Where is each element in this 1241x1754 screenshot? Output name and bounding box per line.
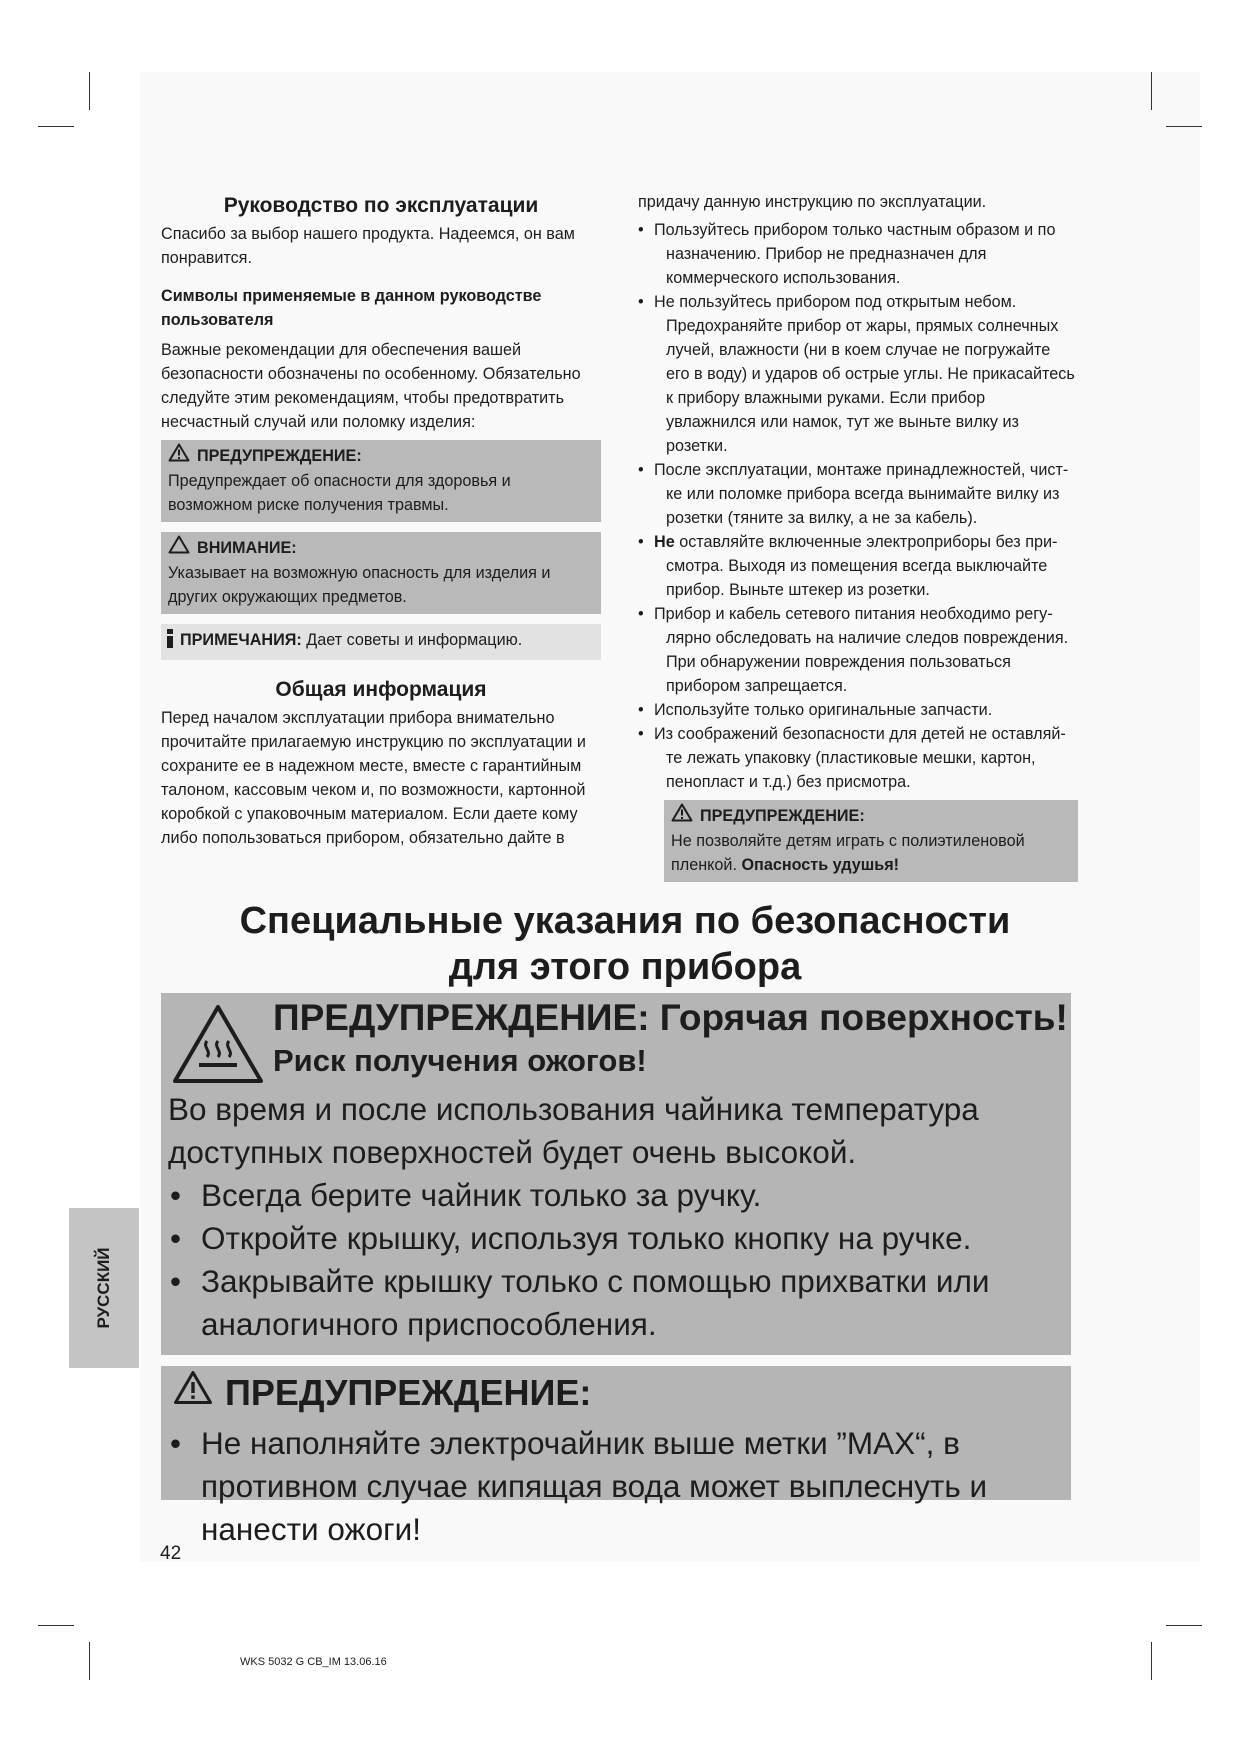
general-info-text: Перед началом эксплуатации прибора внимательно прочитайте прилагаемую инструкцию по эксплуатации и сохраните ее в надежном месте, вместе с гарантийным талоном, кассовым чеком и, по возможности, картонной коробкой с упаковочным материалом. Если даете кому либо попользоваться прибором, обязательно дайте в: [161, 709, 586, 847]
max-fill-warning-box: [161, 1366, 1071, 1547]
crop-mark: [1166, 126, 1202, 127]
language-label: РУССКИЙ: [94, 1247, 113, 1329]
caution-label: ВНИМАНИЕ:: [197, 539, 297, 557]
max-fill-item: • Не наполняйте электрочайник выше метки ”MAX“, в противном случае кипящая вода может выплеснуть и нанести ожоги!: [168, 1422, 1068, 1551]
max-fill-list: [168, 1422, 1068, 1551]
hot-surface-item: • Всегда берите чайник только за ручку.: [168, 1174, 1068, 1217]
crop-mark: [38, 1625, 74, 1626]
hot-surface-item: • Закрывайте крышку только с помощью прихватки или аналогичного приспособления.: [168, 1260, 1068, 1346]
crop-mark: [38, 126, 74, 127]
hot-surface-warning-box: [161, 993, 1071, 1355]
crop-mark: [1151, 1642, 1152, 1680]
manual-title: Руководство по эксплуатации: [223, 194, 539, 217]
safety-item: • Не оставляйте включенные электроприборы без при- смотра. Выходя из помещения всегда выключайте прибор. Выньте штекер из розетки.: [638, 530, 1078, 602]
caution-legend-box: [161, 532, 601, 614]
safety-item: • Прибор и кабель сетевого питания необходимо регу- лярно обследовать на наличие следов повреждения. При обнаружении повреждения пользоваться прибором запрещается.: [638, 602, 1078, 698]
hot-surface-icon: [171, 1003, 265, 1090]
packaging-warning-box: [664, 800, 1078, 882]
safety-item: • Не пользуйтесь прибором под открытым небом. Предохраняйте прибор от жары, прямых солнечных лучей, влажности (ни в коем случае не погружайте его в воду) и ударов об острые углы. Не прикасайтесь к прибору влажными руками. Если прибор увлажнился или намок, тут же выньте вилку из розетки.: [638, 290, 1078, 458]
hot-surface-heading: ПРЕДУПРЕЖДЕНИЕ: Горячая поверхность!: [273, 997, 1068, 1038]
warning-legend-box: [161, 440, 601, 522]
info-icon: [165, 629, 175, 655]
caution-text: Указывает на возможную опасность для изделия и других окружающих предметов.: [168, 564, 551, 606]
intro-text: Спасибо за выбор нашего продукта. Надеемся, он вам понравится.: [161, 225, 575, 267]
burn-risk-subheading: Риск получения ожогов!: [273, 1043, 647, 1078]
notes-legend-box: [161, 624, 601, 660]
hot-surface-item: • Откройте крышку, используя только кнопку на ручке.: [168, 1217, 1068, 1260]
crop-mark: [89, 1642, 90, 1680]
print-footer: WKS 5032 G CB_IM 13.06.16: [240, 1656, 387, 1668]
warning-triangle-icon: [173, 1370, 213, 1416]
symbols-heading: Символы применяемые в данном руководстве пользователя: [161, 287, 542, 329]
caution-triangle-icon: [168, 535, 190, 561]
max-fill-warning-heading: ПРЕДУПРЕЖДЕНИЕ:: [225, 1372, 592, 1413]
safety-item: • Из соображений безопасности для детей не оставляй- те лежать упаковку (пластиковые мешки, картон, пенопласт и т.д.) без присмотра.: [638, 722, 1078, 794]
notes-label: ПРИМЕЧАНИЯ:: [180, 631, 302, 649]
special-safety-title: Специальные указания по безопасности для этого прибора: [239, 900, 1011, 988]
hot-surface-text: Во время и после использования чайника температура доступных поверхностей будет очень высокой.: [168, 1091, 979, 1170]
warning-text: Предупреждает об опасности для здоровья и возможном риске получения травмы.: [168, 472, 511, 514]
notes-text: Дает советы и информацию.: [306, 631, 523, 649]
safety-item: • После эксплуатации, монтаже принадлежностей, чист- ке или поломке прибора всегда вынимайте вилку из розетки (тяните за вилку, а не за кабель).: [638, 458, 1078, 530]
general-info-title: Общая информация: [275, 678, 487, 701]
crop-mark: [89, 72, 90, 110]
page-number: 42: [160, 1543, 182, 1564]
continuation-text: придачу данную инструкцию по эксплуатации.: [638, 193, 987, 211]
left-column: [161, 192, 601, 850]
warning-label: ПРЕДУПРЕЖДЕНИЕ:: [197, 447, 362, 465]
crop-mark: [1166, 1625, 1202, 1626]
warning-label: ПРЕДУПРЕЖДЕНИЕ:: [700, 807, 865, 825]
warning-text: Не позволяйте детям играть с полиэтиленовой пленкой.: [671, 832, 1025, 874]
warning-triangle-icon: [671, 803, 693, 829]
right-column: [638, 192, 1078, 882]
safety-item: • Пользуйтесь прибором только частным образом и по назначению. Прибор не предназначен для коммерческого использования.: [638, 218, 1078, 290]
language-side-tab: [69, 1208, 139, 1368]
warning-bold: Опасность удушья!: [741, 856, 900, 874]
safety-list: [638, 218, 1078, 794]
crop-mark: [1151, 72, 1152, 110]
hot-surface-list: [168, 1174, 1068, 1346]
warning-triangle-icon: [168, 443, 190, 469]
safety-item: • Используйте только оригинальные запчасти.: [638, 698, 1078, 722]
symbols-text: Важные рекомендации для обеспечения вашей безопасности обозначены по особенному. Обязательно следуйте этим рекомендациям, чтобы предотвратить несчастный случай или поломку изделия:: [161, 341, 581, 431]
